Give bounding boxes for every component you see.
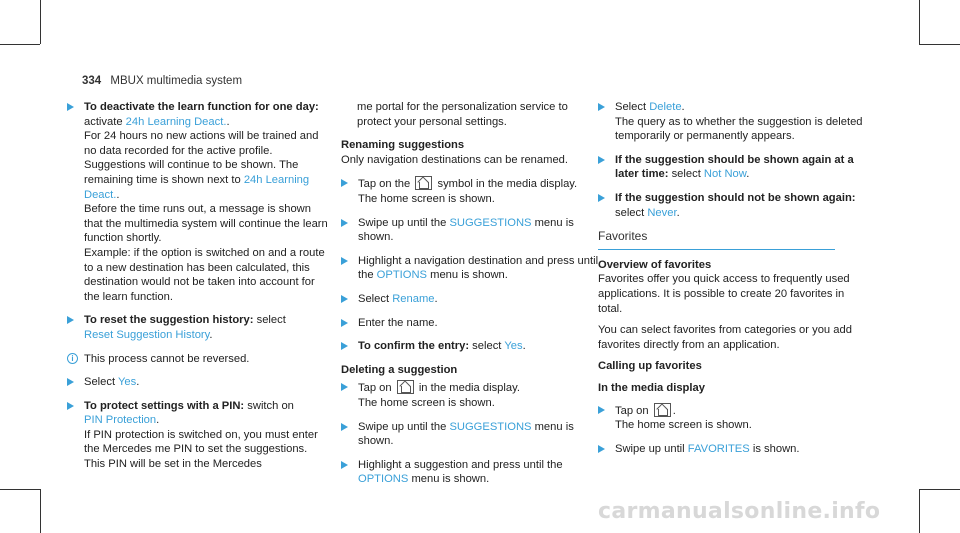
paragraph: Favorites offer you quick access to frequently used applications. It is possible to create 20 favorites in total. (598, 273, 850, 315)
arrow-icon (598, 445, 605, 453)
menu-option: Rename (392, 292, 435, 305)
step-title: If the suggestion should not be shown again: (615, 191, 856, 204)
text: Select (84, 376, 116, 389)
arrow-icon (341, 295, 348, 303)
crop-mark (40, 0, 41, 44)
step-title: To protect settings with a PIN: (84, 399, 245, 412)
step-select-yes: Select Yes. (67, 375, 329, 390)
arrow-icon (67, 402, 74, 410)
arrow-icon (67, 316, 74, 324)
paragraph: You can select favorites from categories or you add favorites directly from an application. (598, 324, 852, 351)
arrow-icon (341, 319, 348, 327)
column-3 (598, 100, 866, 465)
step (341, 216, 603, 245)
text: menu is shown. (430, 269, 508, 282)
paragraph: Only navigation destinations can be renamed. (341, 153, 569, 166)
step (341, 420, 603, 449)
menu-option: OPTIONS (358, 473, 409, 486)
step (341, 458, 603, 487)
page-number: 334 (82, 75, 102, 87)
step: Select Rename. (341, 292, 603, 307)
step-title: To deactivate the learn function for one day: (84, 101, 319, 113)
info-icon: i (67, 353, 78, 364)
step: Select Delete. The query as to whether the suggestion is deleted temporarily or permanently appears. (598, 100, 866, 144)
text: select (671, 168, 701, 181)
menu-option: Reset Suggestion History (84, 328, 210, 341)
arrow-icon (67, 103, 74, 111)
arrow-icon (67, 378, 74, 386)
paragraph: The home screen is shown. (358, 396, 495, 409)
text: menu is shown. (411, 473, 490, 486)
subheading: Overview of favorites (598, 258, 712, 271)
text: Tap on the (358, 178, 411, 191)
menu-option: Yes (118, 376, 137, 389)
step-deactivate-learn: To deactivate the learn function for one day: activate 24h Learning Deact.. For 24 hours no new actions will be trained and no data recorded for the active profile. Suggestions will continue to be shown. The remaining time is shown next to 24h Learning Deact.. Before the time runs out, a message is shown that the multimedia system will continue the learn function shortly. Example: if the option is switched on and a route to a new destination has been calculated, this destination would not be taken into account for the learn function. (67, 100, 329, 304)
paragraph: The home screen is shown. (358, 192, 495, 205)
arrow-icon (341, 461, 348, 469)
step-pin-protection: To protect settings with a PIN: switch on PIN Protection. If PIN protection is switched on, you must enter the Mercedes me PIN to set the suggestions. This PIN will be set in the Mercedes (67, 399, 329, 472)
crop-mark (919, 489, 920, 533)
paragraph: Example: if the option is switched on and a route to a new destination has been calculated, this destination would not be taken into account for the learn function. (84, 246, 325, 303)
arrow-icon (598, 406, 605, 414)
text: symbol in the media display. (437, 178, 578, 191)
section-heading: Favorites (598, 229, 835, 250)
arrow-icon (341, 383, 348, 391)
menu-option: FAVORITES (687, 442, 750, 455)
menu-option: OPTIONS (376, 269, 428, 282)
crop-mark (0, 44, 40, 45)
step: If the suggestion should not be shown again: select Never. (598, 191, 866, 220)
step: To confirm the entry: select Yes. (341, 339, 603, 354)
text: select (472, 340, 502, 353)
text: Highlight a navigation destination and press until the (358, 254, 599, 282)
paragraph: Before the time runs out, a message is shown that the multimedia system will continue the learn function shortly. (84, 203, 328, 245)
crop-mark (919, 0, 920, 44)
paragraph: For 24 hours no new actions will be trained and no data recorded for the active profile. Suggestions will continue to be shown. The remaining time is shown next to (84, 130, 319, 186)
menu-option: Not Now (703, 168, 747, 181)
note-text: This process cannot be reversed. (84, 352, 250, 365)
column-1 (67, 100, 329, 481)
paragraph: me portal for the personalization service to protect your personal settings. (357, 101, 568, 128)
text: Select (358, 292, 390, 305)
step-reset-history: To reset the suggestion history: select Reset Suggestion History. (67, 313, 329, 342)
menu-option: SUGGESTIONS (449, 216, 532, 229)
menu-option: 24h Learning Deact. (84, 173, 310, 201)
step-title: To confirm the entry: (358, 340, 470, 353)
arrow-icon (598, 194, 605, 202)
text: Swipe up until (615, 442, 685, 455)
menu-option: 24h Learning Deact. (125, 115, 227, 128)
text: menu is shown. (358, 216, 574, 244)
subheading: Calling up favorites (598, 360, 702, 373)
step: Tap on . The home screen is shown. (598, 403, 866, 433)
step (341, 380, 603, 410)
step (598, 442, 866, 457)
text: is shown. (752, 442, 800, 455)
step (341, 316, 603, 331)
text: Swipe up until the (358, 216, 447, 229)
home-icon (397, 380, 414, 394)
subheading: Deleting a suggestion (341, 363, 458, 376)
arrow-icon (341, 219, 348, 227)
home-icon (415, 176, 432, 190)
text: menu is shown. (358, 420, 574, 448)
crop-mark (0, 489, 40, 490)
menu-option: PIN Protection (84, 414, 157, 427)
home-icon (654, 403, 671, 417)
step-title: To reset the suggestion history: (84, 314, 254, 327)
text: Swipe up until the (358, 420, 447, 433)
step: If the suggestion should be shown again at a later time: select Not Now. (598, 153, 866, 182)
step (341, 176, 603, 206)
arrow-icon (341, 342, 348, 350)
step (341, 254, 603, 283)
crop-mark (40, 489, 41, 533)
text: switch on (247, 399, 294, 412)
text: select (615, 206, 645, 219)
arrow-icon (341, 257, 348, 265)
arrow-icon (598, 156, 605, 164)
paragraph: The query as to whether the suggestion is deleted temporarily or permanently appears. (615, 115, 863, 143)
text: select (256, 314, 286, 327)
text: Highlight a suggestion and press until the (358, 458, 563, 471)
crop-mark (919, 44, 960, 45)
menu-option: Never (647, 206, 677, 219)
text: Select (615, 101, 647, 113)
text: in the media display. (418, 382, 520, 395)
watermark: carmanualsonline.info (598, 499, 881, 524)
text: Tap on (615, 404, 649, 417)
text: Enter the name. (358, 316, 438, 329)
crop-mark (919, 489, 960, 490)
arrow-icon (598, 103, 605, 111)
column-2 (341, 100, 603, 496)
paragraph: The home screen is shown. (615, 419, 752, 432)
step-title: If the suggestion should be shown again at a later time: (615, 153, 854, 181)
menu-option: Delete (649, 101, 682, 113)
menu-option: Yes (504, 340, 523, 353)
subheading: Renaming suggestions (341, 139, 465, 152)
subheading: In the media display (598, 381, 705, 394)
arrow-icon (341, 179, 348, 187)
text: Tap on (358, 382, 392, 395)
text: activate (84, 115, 123, 128)
arrow-icon (341, 423, 348, 431)
menu-option: SUGGESTIONS (449, 420, 532, 433)
paragraph: If PIN protection is switched on, you must enter the Mercedes me PIN to set the suggestions. This PIN will be set in the Mercedes (84, 428, 318, 471)
note (67, 352, 329, 367)
page-title: MBUX multimedia system (110, 75, 243, 87)
page-header (82, 74, 242, 89)
